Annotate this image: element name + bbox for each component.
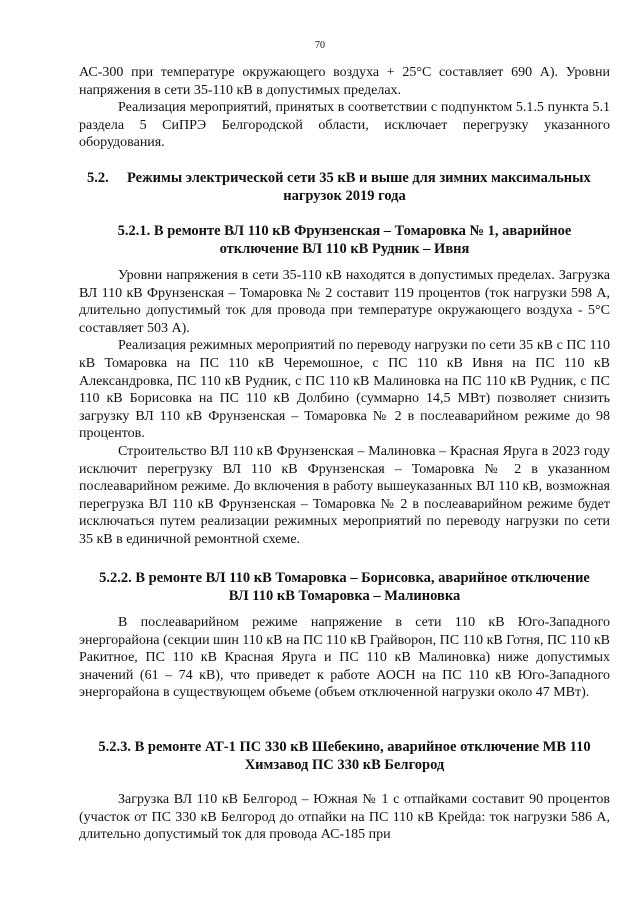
paragraph: АС-300 при температуре окружающего воздуха + 25°С составляет 690 А). Уровни напряжения в сети 35-110 кВ в допустимых пределах. [79, 65, 610, 98]
page-number: 70 [315, 40, 325, 51]
section-heading-5-2 [79, 170, 610, 205]
paragraph: Реализация режимных мероприятий по переводу нагрузки по сети 35 кВ с ПС 110 кВ Томаровка на ПС 110 кВ Черемошное, с ПС 110 кВ Ивня на ПС 110 кВ Александровка, ПС 110 кВ Рудник, с ПС 110 кВ Малиновка на ПС 110 кВ Рудник, с ПС 110 кВ Борисовка на ПС 110 кВ Долбино (суммарно 14,5 МВт) позволяет снизить загрузку ВЛ 110 кВ Фрунзенская – Томаровка № 2 в послеаварийном режиме до 98 процентов. [79, 338, 610, 442]
paragraph: Уровни напряжения в сети 35-110 кВ находятся в допустимых пределах. Загрузка ВЛ 110 кВ Фрунзенская – Томаровка № 2 составит 119 процентов (ток нагрузки 598 А, длительно допустимый ток для провода при температуре окружающего воздуха - 5°С составляет 503 А). [79, 268, 610, 336]
subsection-title-line: 5.2.3. В ремонте АТ-1 ПС 330 кВ Шебекино, аварийное отключение МВ 110 [98, 739, 591, 755]
subsection-heading-5-2-3 [79, 739, 610, 774]
paragraph: В послеаварийном режиме напряжение в сети 110 кВ Юго-Западного энергорайона (секции шин 110 кВ на ПС 110 кВ Грайворон, ПС 110 кВ Готня, ПС 110 кВ Ракитное, ПС 110 кВ Красная Яруга и ПС 110 кВ Малиновка) ниже допустимых значений (61 – 74 кВ), что приведет к работе АОСН на ПС 110 кВ Юго-Западного энергорайона в существующем объеме (объем отключенной нагрузки около 47 МВт). [79, 615, 611, 701]
paragraph: Строительство ВЛ 110 кВ Фрунзенская – Малиновка – Красная Яруга в 2023 году исключит перегрузку ВЛ 110 кВ Фрунзенская – Томаровка № 2 в указанном послеаварийном режиме. До включения в работу вышеуказанных ВЛ 110 кВ, возможная перегрузка ВЛ 110 кВ Фрунзенская – Томаровка № 2 в послеаварийном режиме будет исключаться путем реализации режимных мероприятий по переводу нагрузки по сети 35 кВ в единичной ремонтной схеме. [79, 443, 610, 547]
subsection-title-line: Химзавод ПС 330 кВ Белгород [244, 756, 445, 773]
subsection-heading-5-2-1 [79, 223, 610, 258]
paragraph: Загрузка ВЛ 110 кВ Белгород – Южная № 1 с отпайками составит 90 процентов (участок от ПС 330 кВ Белгород до отпайки на ПС 110 кВ Крейда: ток нагрузки 586 А, длительно допустимый ток для провода АС-185 при [79, 792, 610, 843]
paragraph: Реализация мероприятий, принятых в соответствии с подпунктом 5.1.5 пункта 5.1 раздела 5 СиПРЭ Белгородской области, исключает перегрузку указанного оборудования. [79, 100, 610, 151]
intro-block [79, 64, 610, 152]
subsection-body-5-2-3 [79, 791, 610, 844]
subsection-body-5-2-1 [79, 267, 610, 549]
subsection-heading-5-2-2 [79, 570, 610, 605]
subsection-title-line: 5.2.2. В ремонте ВЛ 110 кВ Томаровка – Борисовка, аварийное отключение [99, 570, 590, 586]
section-number: 5.2. [87, 170, 109, 186]
subsection-title-line: ВЛ 110 кВ Томаровка – Малиновка [228, 587, 461, 604]
section-title-line: Режимы электрической сети 35 кВ и выше для зимних максимальных [127, 170, 591, 186]
subsection-title-line: отключение ВЛ 110 кВ Рудник – Ивня [219, 240, 470, 257]
section-title-line: нагрузок 2019 года [283, 187, 406, 204]
subsection-title-line: 5.2.1. В ремонте ВЛ 110 кВ Фрунзенская – Томаровка № 1, аварийное [117, 223, 572, 239]
subsection-body-5-2-2 [79, 614, 610, 702]
